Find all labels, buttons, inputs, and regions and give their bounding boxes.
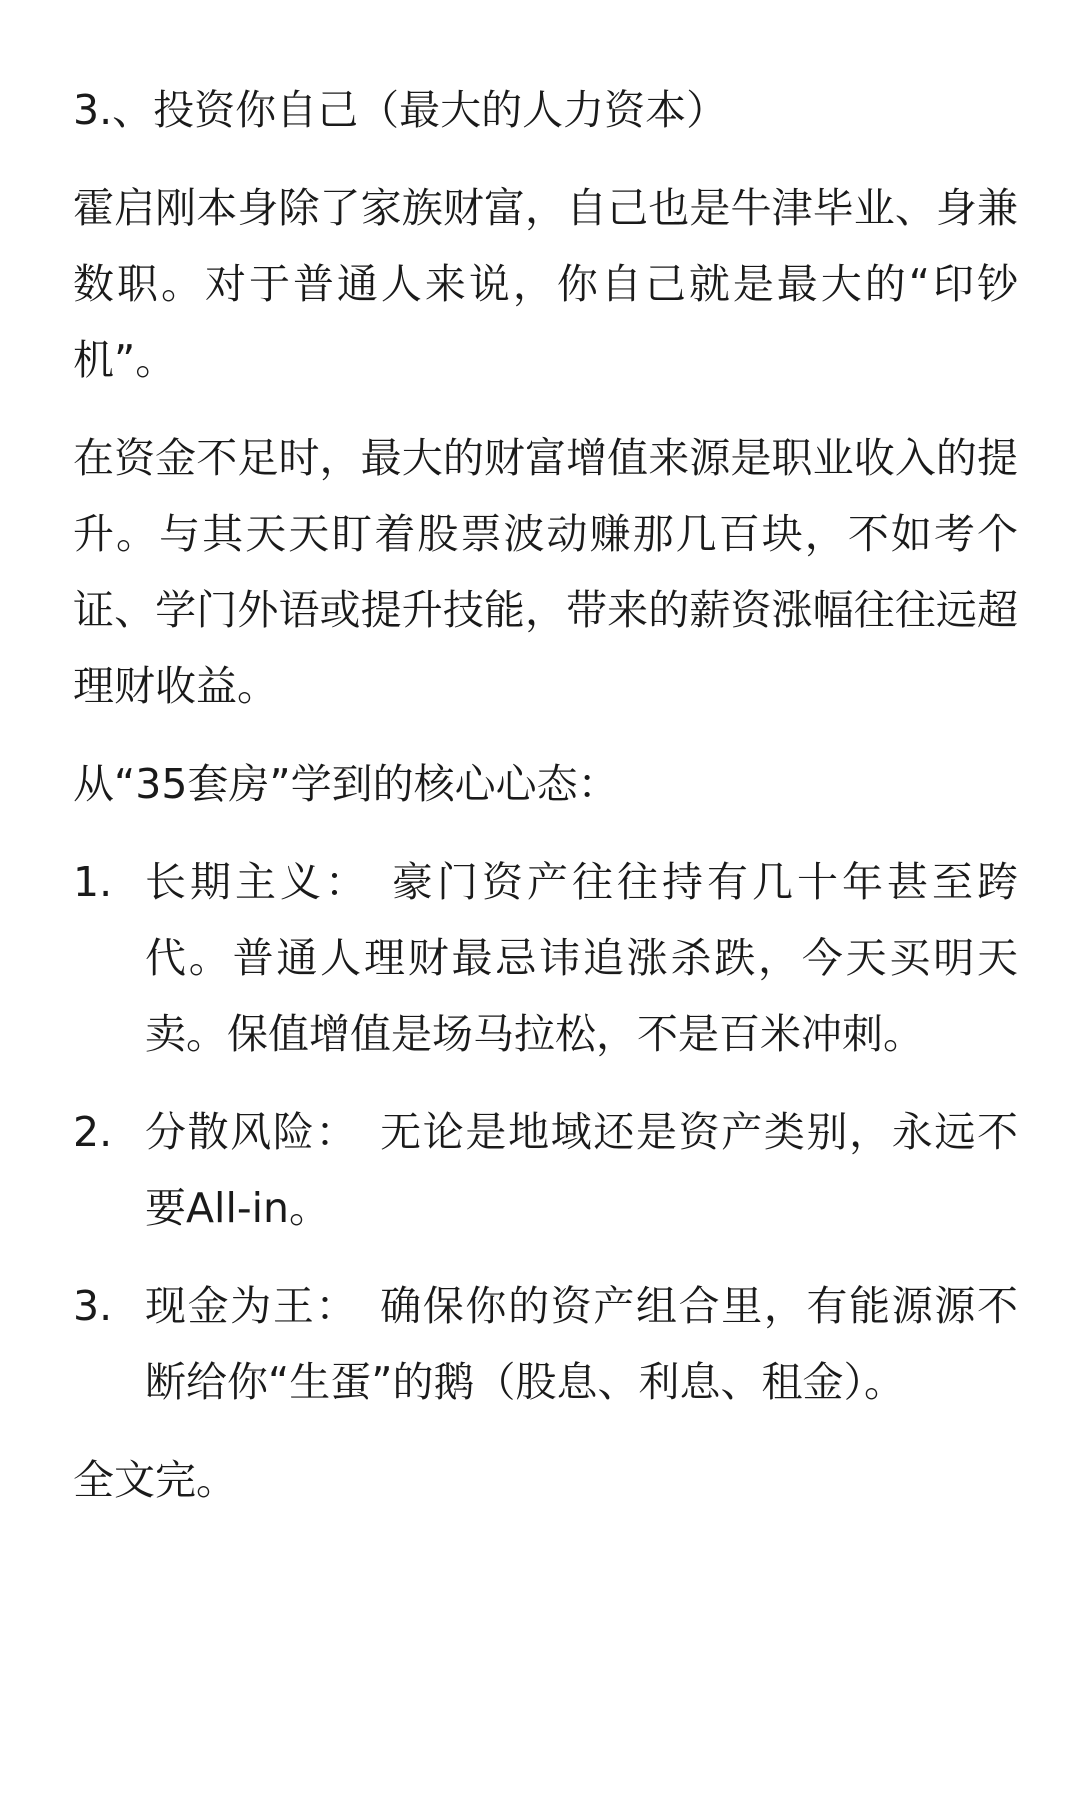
list-item: [73, 844, 1018, 1072]
list-item-body: [145, 1094, 1018, 1246]
mindset-list: [73, 844, 1018, 1420]
list-item-number: 3.: [73, 1282, 113, 1330]
list-item-term: 现金为王：: [145, 1282, 359, 1330]
list-item-body: [145, 1268, 1018, 1420]
list-item-body: [145, 844, 1018, 1072]
article: [73, 72, 1018, 1540]
list-item-text: 豪门资产往往持有几十年甚至跨代。普通人理财最忌讳追涨杀跌，今天买明天卖。保值增值是场马拉松，不是百米冲刺。: [145, 858, 1018, 1058]
list-item-term: 长期主义：: [145, 858, 370, 906]
closing-text: 全文完。: [73, 1456, 237, 1504]
list-item: [73, 1094, 1018, 1246]
list-item-text: 无论是地域还是资产类别，永远不要All-in。: [145, 1108, 1019, 1232]
paragraph-career-income: 在资金不足时，最大的财富增值来源是职业收入的提升。与其天天盯着股票波动赚那几百块，不如考个证、学门外语或提升技能，带来的薪资涨幅往往远超理财收益。: [73, 434, 1018, 710]
list-item-text: 确保你的资产组合里，有能源源不断给你“生蛋”的鹅（股息、利息、租金）。: [145, 1282, 1019, 1406]
list-item: [73, 1268, 1018, 1420]
paragraph-intro: 霍启刚本身除了家族财富，自己也是牛津毕业、身兼数职。对于普通人来说，你自己就是最大的“印钞机”。: [73, 184, 1018, 384]
list-item-number: 2.: [73, 1108, 113, 1156]
list-item-term: 分散风险：: [145, 1108, 359, 1156]
paragraph-core-mindset: 从“35套房”学到的核心心态：: [73, 760, 619, 808]
section-heading: 3.、投资你自己（最大的人力资本）: [73, 86, 728, 134]
list-item-number: 1.: [73, 858, 113, 906]
